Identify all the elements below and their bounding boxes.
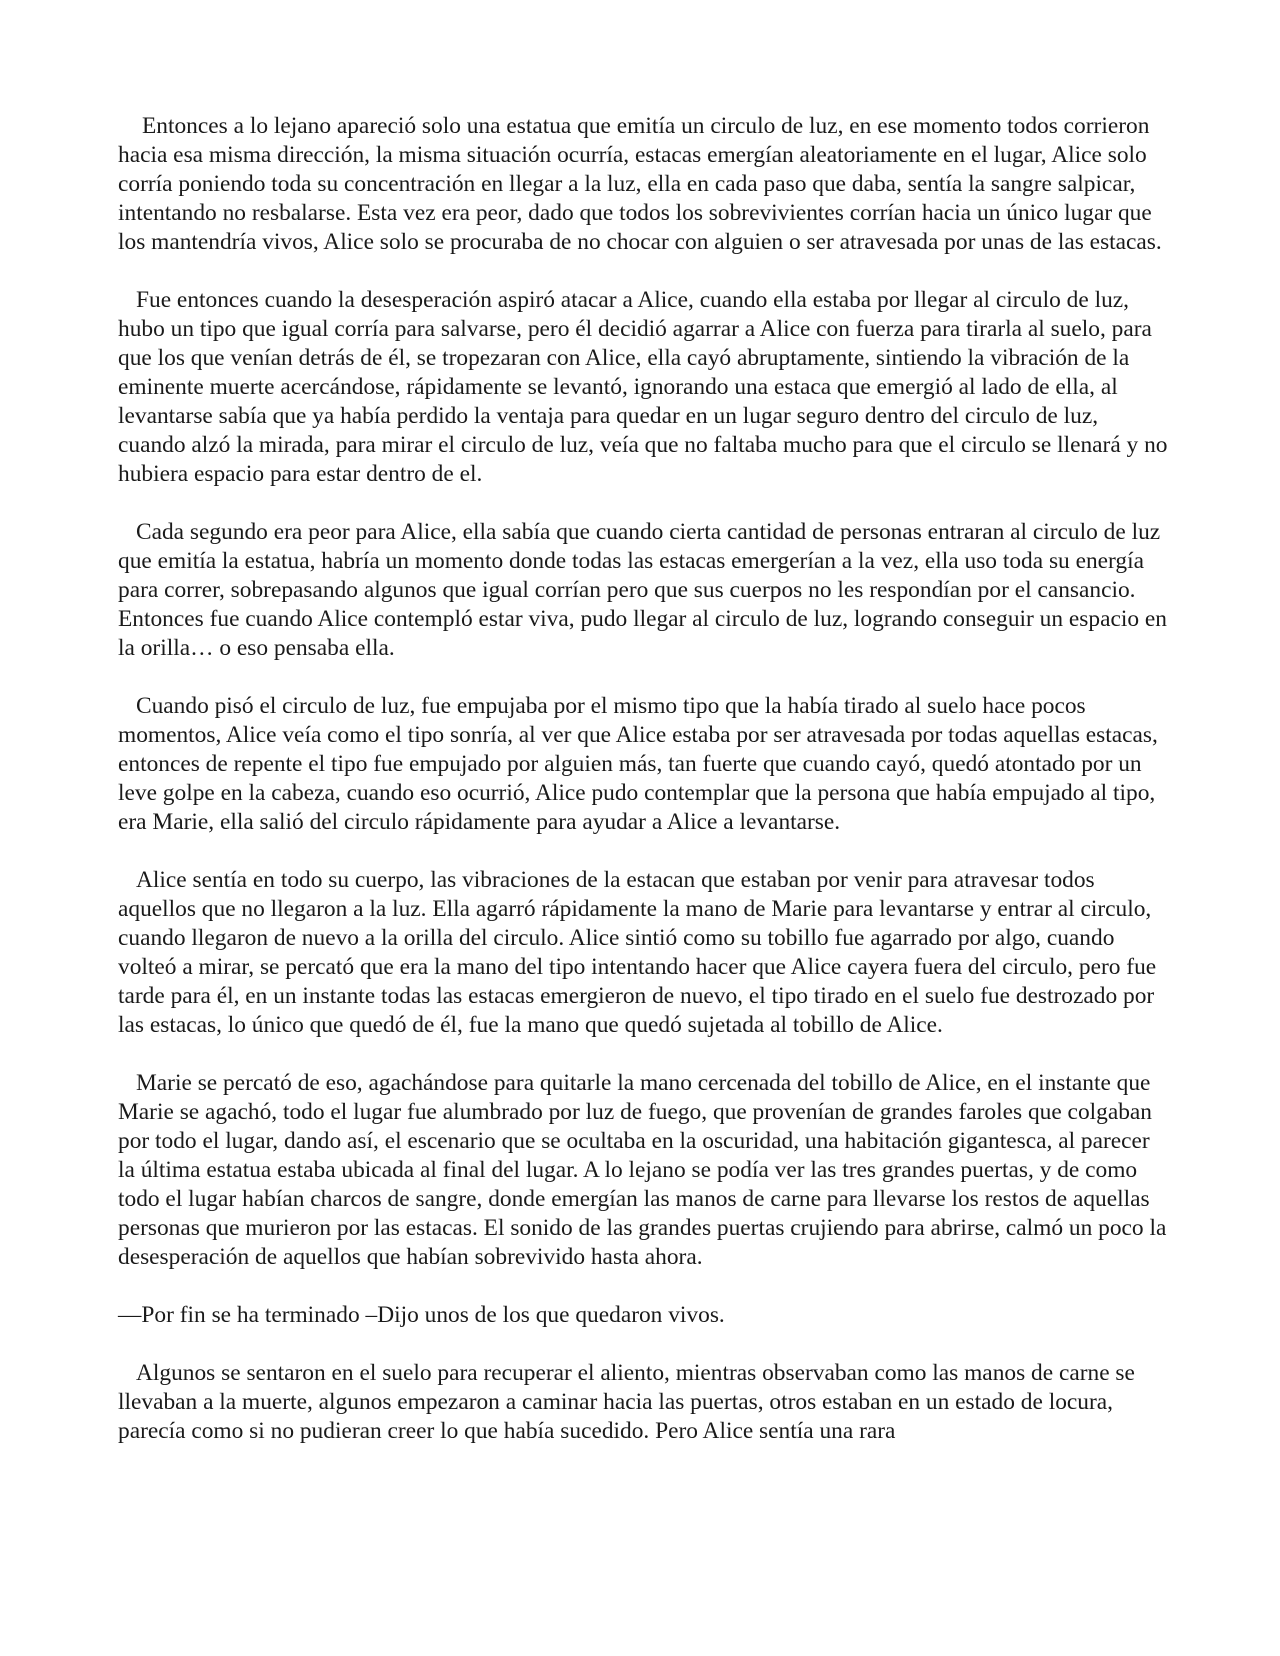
paragraph-5: Alice sentía en todo su cuerpo, las vibraciones de la estacan que estaban por venir para atravesar todos aquellos que no llegaron a la luz. Ella agarró rápidamente la mano de Marie para levantarse y entrar al circulo, cuando llegaron de nuevo a la orilla del circulo. Alice sintió como su tobillo fue agarrado por algo, cuando volteó a mirar, se percató que era la mano del tipo intentando hacer que Alice cayera fuera del circulo, pero fue tarde para él, en un instante todas las estacas emergieron de nuevo, el tipo tirado en el suelo fue destrozado por las estacas, lo único que quedó de él, fue la mano que quedó sujetada al tobillo de Alice. (118, 867, 1157, 1038)
paragraph-2: Fue entonces cuando la desesperación aspiró atacar a Alice, cuando ella estaba por llegar al circulo de luz, hubo un tipo que igual corría para salvarse, pero él decidió agarrar a Alice con fuerza para tirarla al suelo, para que los que venían detrás de él, se tropezaran con Alice, ella cayó abruptamente, sintiendo la vibración de la eminente muerte acercándose, rápidamente se levantó, ignorando una estaca que emergió al lado de ella, al levantarse sabía que ya había perdido la ventaja para quedar en un lugar seguro dentro del circulo de luz, cuando alzó la mirada, para mirar el circulo de luz, veía que no faltaba mucho para que el circulo se llenará y no hubiera espacio para estar dentro de el. (118, 287, 1168, 487)
dialogue-line: —Por fin se ha terminado –Dijo unos de los que quedaron vivos. (118, 1302, 725, 1328)
paragraph-1: Entonces a lo lejano apareció solo una estatua que emitía un circulo de luz, en ese momento todos corrieron hacia esa misma dirección, la misma situación ocurría, estacas emergían aleatoriamente en el lugar, Alice solo corría poniendo toda su concentración en llegar a la luz, ella en cada paso que daba, sentía la sangre salpicar, intentando no resbalarse. Esta vez era peor, dado que todos los sobrevivientes corrían hacia un único lugar que los mantendría vivos, Alice solo se procuraba de no chocar con alguien o ser atravesada por unas de las estacas. (118, 113, 1162, 255)
document-page (118, 112, 1168, 1475)
paragraph-8: Algunos se sentaron en el suelo para recuperar el aliento, mientras observaban como las manos de carne se llevaban a la muerte, algunos empezaron a caminar hacia las puertas, otros estaban en un estado de locura, parecía como si no pudieran creer lo que había sucedido. Pero Alice sentía una rara (118, 1360, 1135, 1444)
paragraph-4: Cuando pisó el circulo de luz, fue empujaba por el mismo tipo que la había tirado al suelo hace pocos momentos, Alice veía como el tipo sonría, al ver que Alice estaba por ser atravesada por todas aquellas estacas, entonces de repente el tipo fue empujado por alguien más, tan fuerte que cuando cayó, quedó atontado por un leve golpe en la cabeza, cuando eso ocurrió, Alice pudo contemplar que la persona que había empujado al tipo, era Marie, ella salió del circulo rápidamente para ayudar a Alice a levantarse. (118, 693, 1158, 835)
paragraph-3: Cada segundo era peor para Alice, ella sabía que cuando cierta cantidad de personas entraran al circulo de luz que emitía la estatua, habría un momento donde todas las estacas emergerían a la vez, ella uso toda su energía para correr, sobrepasando algunos que igual corrían pero que sus cuerpos no les respondían por el cansancio. Entonces fue cuando Alice contempló estar viva, pudo llegar al circulo de luz, logrando conseguir un espacio en la orilla… o eso pensaba ella. (118, 519, 1167, 661)
paragraph-6: Marie se percató de eso, agachándose para quitarle la mano cercenada del tobillo de Alice, en el instante que Marie se agachó, todo el lugar fue alumbrado por luz de fuego, que provenían de grandes faroles que colgaban por todo el lugar, dando así, el escenario que se ocultaba en la oscuridad, una habitación gigantesca, al parecer la última estatua estaba ubicada al final del lugar. A lo lejano se podía ver las tres grandes puertas, y de como todo el lugar habían charcos de sangre, donde emergían las manos de carne para llevarse los restos de aquellas personas que murieron por las estacas. El sonido de las grandes puertas crujiendo para abrirse, calmó un poco la desesperación de aquellos que habían sobrevivido hasta ahora. (118, 1070, 1167, 1270)
